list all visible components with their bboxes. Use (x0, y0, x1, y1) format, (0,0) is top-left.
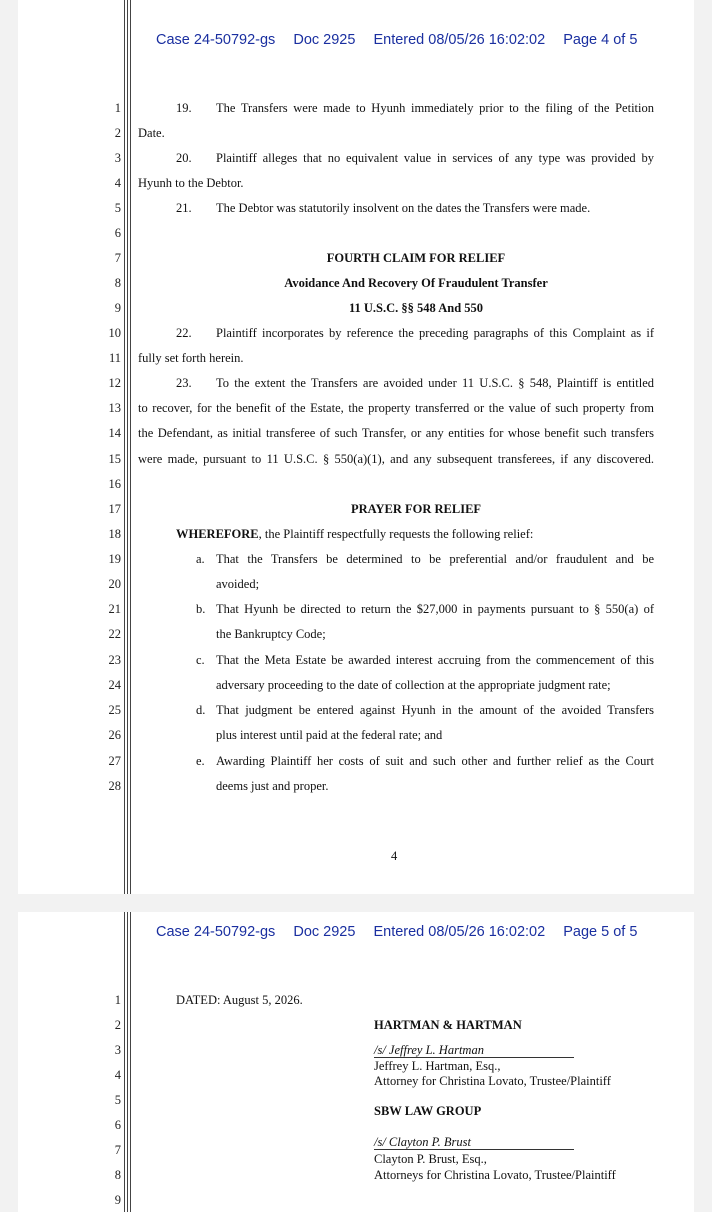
para-number: 21. (176, 201, 192, 215)
signer-role: Attorney for Christina Lovato, Trustee/Plaintiff (374, 1074, 611, 1088)
line-number: 13 (108, 401, 121, 415)
item-text: deems just and proper. (216, 779, 329, 793)
item-mark: d. (196, 703, 206, 717)
line-number: 20 (108, 577, 121, 591)
margin-line (127, 912, 128, 1212)
document-page-5 (18, 912, 694, 1212)
line-number: 1 (114, 993, 121, 1007)
line-number: 25 (108, 703, 121, 717)
line-number: 18 (108, 527, 121, 541)
line-number: 9 (114, 1193, 121, 1207)
line-number: 14 (108, 426, 121, 440)
para-text: Plaintiff incorporates by reference the preceding paragraphs of this Complaint as if (216, 326, 654, 340)
item-text: That the Meta Estate be awarded interest accruing from the commencement of this (216, 653, 654, 667)
entered-date: Entered 08/05/26 16:02:02 (373, 32, 546, 48)
line-number: 22 (108, 627, 121, 641)
line-number: 6 (114, 226, 121, 240)
line-number: 6 (114, 1118, 121, 1132)
item-text: adversary proceeding to the date of collection at the appropriate judgment rate; (216, 678, 611, 692)
margin-line (130, 0, 131, 894)
document-page-4 (18, 0, 694, 894)
doc-number: Doc 2925 (293, 924, 356, 940)
line-number: 8 (114, 1168, 121, 1182)
line-number: 5 (114, 1093, 121, 1107)
line-number: 16 (108, 477, 121, 491)
line-number: 27 (108, 754, 121, 768)
line-number: 24 (108, 678, 121, 692)
page-footer-number: 4 (391, 849, 398, 863)
entered-date: Entered 08/05/26 16:02:02 (373, 924, 546, 940)
claim-subtitle: Avoidance And Recovery Of Fraudulent Transfer (284, 276, 548, 290)
wherefore-label: WHEREFORE (176, 527, 259, 541)
firm-name: SBW LAW GROUP (374, 1104, 482, 1118)
line-number: 28 (108, 779, 121, 793)
line-number: 19 (108, 552, 121, 566)
line-number: 3 (114, 1043, 121, 1057)
item-mark: a. (196, 552, 205, 566)
para-number: 23. (176, 376, 192, 390)
line-number: 1 (114, 101, 121, 115)
margin-line (124, 912, 125, 1212)
para-text: To the extent the Transfers are avoided under 11 U.S.C. § 548, Plaintiff is entitled (216, 376, 654, 390)
item-mark: e. (196, 754, 205, 768)
para-text: The Debtor was statutorily insolvent on the dates the Transfers were made. (216, 201, 591, 215)
line-number: 4 (114, 176, 121, 190)
para-number: 22. (176, 326, 192, 340)
line-number: 5 (114, 201, 121, 215)
line-number: 4 (114, 1068, 121, 1082)
item-text: avoided; (216, 577, 260, 591)
filing-header (156, 924, 651, 940)
claim-title: FOURTH CLAIM FOR RELIEF (326, 251, 506, 265)
line-number: 10 (108, 326, 121, 340)
line-number: 2 (114, 1018, 121, 1032)
item-text: the Bankruptcy Code; (216, 627, 326, 641)
prayer-intro (176, 527, 533, 542)
signer-name: Clayton P. Brust, Esq., (374, 1152, 487, 1166)
signer-name: Jeffrey L. Hartman, Esq., (374, 1059, 501, 1073)
item-text: That judgment be entered against Hyunh in the amount of the avoided Transfers (216, 703, 654, 717)
margin-line (127, 0, 128, 894)
item-text: That the Transfers be determined to be preferential and/or fraudulent and be (216, 552, 654, 566)
para-text: Hyunh to the Debtor. (138, 176, 244, 190)
line-number: 21 (108, 602, 121, 616)
para-text: fully set forth herein. (138, 351, 244, 365)
line-number: 12 (108, 376, 121, 390)
dated-line: DATED: August 5, 2026. (176, 993, 303, 1007)
para-number: 20. (176, 151, 192, 165)
item-text: plus interest until paid at the federal rate; and (216, 728, 443, 742)
signature-line: /s/ Clayton P. Brust (374, 1135, 574, 1150)
item-mark: c. (196, 653, 205, 667)
para-number: 19. (176, 101, 192, 115)
margin-line (124, 0, 125, 894)
line-number: 2 (114, 126, 121, 140)
para-text: to recover, for the benefit of the Estate, the property transferred or the value of such property from (138, 401, 654, 415)
line-number: 3 (114, 151, 121, 165)
line-number: 15 (108, 452, 121, 466)
margin-line (130, 912, 131, 1212)
para-text: The Transfers were made to Hyunh immediately prior to the filing of the Petition (216, 101, 654, 115)
prayer-title: PRAYER FOR RELIEF (350, 502, 482, 516)
prayer-intro-text: , the Plaintiff respectfully requests the following relief: (258, 527, 534, 541)
filing-header (156, 32, 651, 48)
case-number: Case 24-50792-gs (156, 924, 276, 940)
item-mark: b. (196, 602, 206, 616)
case-number: Case 24-50792-gs (156, 32, 276, 48)
line-number: 26 (108, 728, 121, 742)
signer-role: Attorneys for Christina Lovato, Trustee/Plaintiff (374, 1168, 616, 1182)
page-indicator: Page 4 of 5 (563, 32, 638, 48)
page-indicator: Page 5 of 5 (563, 924, 638, 940)
item-text: That Hyunh be directed to return the $27,000 in payments pursuant to § 550(a) of (216, 602, 654, 616)
line-number: 9 (114, 301, 121, 315)
para-text: Plaintiff alleges that no equivalent value in services of any type was provided by (216, 151, 654, 165)
line-number: 17 (108, 502, 121, 516)
firm-name: HARTMAN & HARTMAN (374, 1018, 522, 1032)
line-number: 7 (114, 251, 121, 265)
para-text: the Defendant, as initial transferee of such Transfer, or any entities for whose benefit such transfers (138, 426, 654, 440)
line-number: 23 (108, 653, 121, 667)
item-text: Awarding Plaintiff her costs of suit and such other and further relief as the Court (216, 754, 654, 768)
line-number: 7 (114, 1143, 121, 1157)
para-text: Date. (138, 126, 165, 140)
para-text: were made, pursuant to 11 U.S.C. § 550(a)(1), and any subsequent transferees, if any discovered. (138, 452, 654, 466)
signature-line: /s/ Jeffrey L. Hartman (374, 1043, 574, 1058)
doc-number: Doc 2925 (293, 32, 356, 48)
line-number: 8 (114, 276, 121, 290)
claim-statute: 11 U.S.C. §§ 548 And 550 (348, 301, 484, 315)
line-number: 11 (108, 351, 121, 365)
